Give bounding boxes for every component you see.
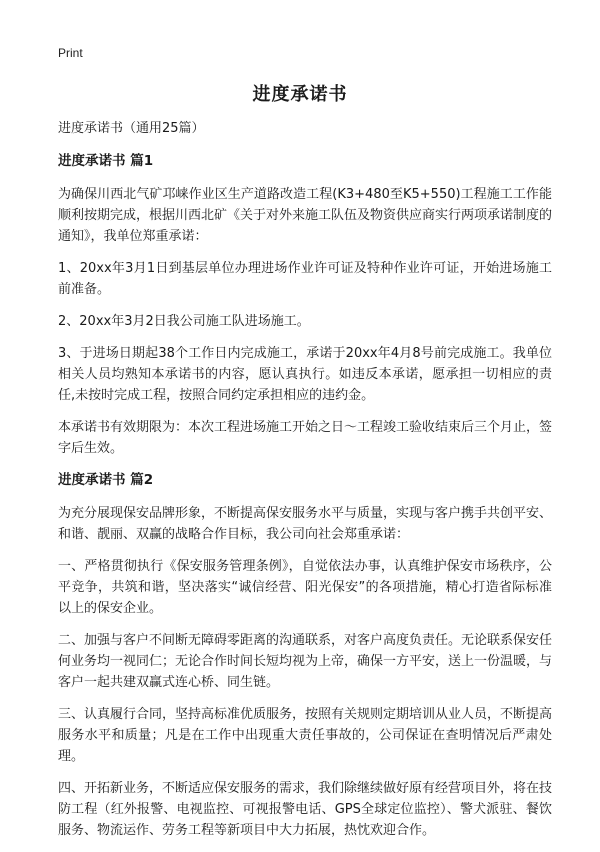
section-1 — [58, 151, 552, 459]
section-heading: 进度承诺书 篇1 — [58, 153, 154, 169]
section-heading: 进度承诺书 篇2 — [58, 472, 154, 488]
document-subtitle: 进度承诺书（通用25篇） — [58, 121, 205, 136]
paragraph: 为确保川西北气矿邛崃作业区生产道路改造工程(K3+480至K5+550)工程施工工作能顺利按期完成，根据川西北矿《关于对外来施工队伍及物资供应商实行两项承诺制度的通知》，我单位郑重承诺： — [58, 187, 553, 244]
document-title: 进度承诺书 — [252, 84, 348, 105]
paragraph: 本承诺书有效期限为：本次工程进场施工开始之日～工程竣工验收结束后三个月止，签字后生效。 — [58, 420, 553, 456]
paragraph: 四、开拓新业务，不断适应保安服务的需求，我们除继续做好原有经营项目外，将在技防工程（红外报警、电视监控、可视报警电话、GPS全球定位监控）、警犬派驻、餐饮服务、物流运作、劳务工程等新项目中大力拓展，热忱欢迎合作。 — [58, 781, 553, 838]
print-link[interactable]: Print — [58, 46, 83, 60]
paragraph: 二、加强与客户不间断无障碍零距离的沟通联系，对客户高度负责任。无论联系保安任何业务均一视同仁；无论合作时间长短均视为上帝，确保一方平安，送上一份温暖，与客户一起共建双赢式连心桥、同生链。 — [58, 633, 553, 690]
section-2 — [58, 470, 552, 841]
paragraph: 2、20xx年3月2日我公司施工队进场施工。 — [58, 314, 310, 329]
paragraph: 为充分展现保安品牌形象，不断提高保安服务水平与质量，实现与客户携手共创平安、和谐、靓丽、双赢的战略合作目标，我公司向社会郑重承诺： — [58, 506, 553, 542]
paragraph: 3、于进场日期起38个工作日内完成施工，承诺于20xx年4月8号前完成施工。我单位相关人员均熟知本承诺书的内容，愿认真执行。如违反本承诺，愿承担一切相应的责任,未按时完成工程，按照合同约定承担相应的违约金。 — [58, 346, 552, 403]
paragraph: 一、严格贯彻执行《保安服务管理条例》，自觉依法办事，认真维护保安市场秩序，公平竞争，共筑和谐，坚决落实“诚信经营、阳光保安”的各项措施，精心打造省际标准以上的保安企业。 — [58, 559, 552, 616]
paragraph: 1、20xx年3月1日到基层单位办理进场作业许可证及特种作业许可证，开始进场施工前准备。 — [58, 261, 552, 297]
document-body — [58, 118, 552, 852]
paragraph: 三、认真履行合同，坚持高标准优质服务，按照有关规则定期培训从业人员，不断提高服务水平和质量；凡是在工作中出现重大责任事故的，公司保证在查明情况后严肃处理。 — [58, 707, 553, 764]
